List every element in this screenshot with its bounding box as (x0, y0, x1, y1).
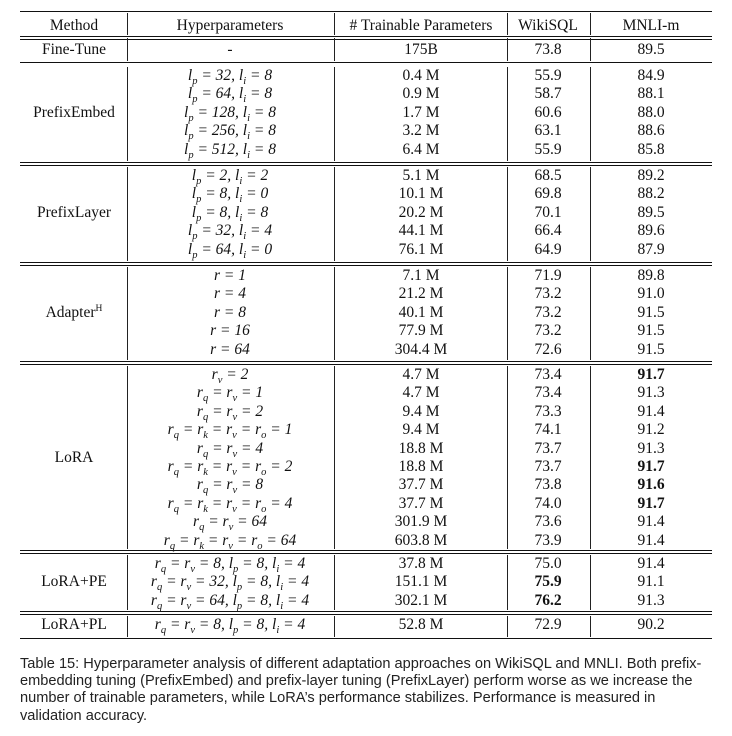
hyperparameter-cell: $r_q = r_v = 8$ (196, 476, 264, 497)
mnli-cell: 91.5 (637, 340, 665, 358)
hyperparameter-cell: r = 8 (214, 303, 246, 321)
hyperparameter-cell: $r_v = 2$ (211, 366, 249, 387)
mnli-cell: 91.7 (637, 494, 665, 512)
method-label (20, 304, 128, 322)
trainable-params-cell: 304.4 M (394, 340, 448, 358)
hyperparameter-cell: $r_q = r_v = 64$, $l_p = 8$, $l_i = 4$ (150, 591, 310, 612)
mnli-cell: 89.6 (637, 222, 665, 240)
trainable-params-cell: 10.1 M (398, 185, 444, 203)
trainable-params-cell: 302.1 M (394, 591, 448, 609)
table-rule (20, 361, 712, 365)
hyperparameter-cell: $l_p = 64$, $l_i = 8$ (187, 85, 273, 106)
hyperparameter-cell: $r_q = r_v = 8$, $l_p = 8$, $l_i = 4$ (154, 616, 306, 637)
column-divider (334, 167, 335, 261)
trainable-params-cell: 40.1 M (398, 303, 444, 321)
wikisql-cell: 73.2 (534, 303, 562, 321)
mnli-cell: 91.3 (637, 439, 665, 457)
mnli-cell: 91.1 (637, 573, 665, 591)
trainable-params-cell: 20.2 M (398, 203, 444, 221)
method-label (20, 573, 128, 591)
method-name: Adapter (45, 303, 96, 321)
table-rule (20, 36, 712, 40)
method-label (20, 104, 128, 122)
mnli-cell: 91.3 (637, 591, 665, 609)
trainable-params-cell: 21.2 M (398, 285, 444, 303)
column-divider (334, 616, 335, 637)
hyperparameter-cell: $r_q = r_k = r_v = r_o = 1$ (167, 421, 293, 442)
wikisql-cell: 73.2 (534, 322, 562, 340)
hyperparameter-cell: - (227, 41, 233, 58)
wikisql-cell: 70.1 (534, 203, 562, 221)
trainable-params-cell: 18.8 M (398, 458, 444, 475)
wikisql-cell: 69.8 (534, 185, 562, 203)
method-label (20, 616, 128, 634)
mnli-cell: 84.9 (637, 67, 665, 84)
mnli-cell: 89.5 (637, 41, 665, 58)
hyperparameter-cell: $l_p = 32$, $l_i = 4$ (187, 222, 273, 243)
trainable-params-cell: 0.4 M (402, 67, 440, 84)
wikisql-cell: 58.7 (534, 85, 562, 103)
hyperparameter-cell: $l_p = 256$, $l_i = 8$ (184, 122, 276, 143)
column-divider (334, 267, 335, 360)
trainable-params-cell: 7.1 M (402, 267, 440, 284)
hyperparameter-cell: r = 1 (214, 267, 246, 284)
wikisql-cell: 55.9 (534, 67, 562, 84)
method-label (20, 41, 128, 59)
wikisql-cell: 75.9 (534, 573, 562, 591)
mnli-cell: 91.5 (637, 322, 665, 340)
wikisql-cell: 73.9 (534, 531, 562, 549)
hyperparameter-cell: r = 16 (210, 322, 250, 340)
hyperparameter-cell: $r_q = r_v = 32$, $l_p = 8$, $l_i = 4$ (150, 573, 310, 594)
hyperparameter-cell: $l_p = 64$, $l_i = 0$ (187, 240, 273, 261)
trainable-params-cell: 175B (404, 41, 438, 58)
trainable-params-cell: 37.8 M (398, 555, 444, 572)
mnli-cell: 91.0 (637, 285, 665, 303)
mnli-cell: 91.4 (637, 402, 665, 420)
trainable-params-cell: 4.7 M (402, 384, 440, 402)
method-label (20, 204, 128, 222)
hyperparameter-cell: $r_q = r_v = 4$ (196, 439, 264, 460)
column-divider (590, 13, 591, 35)
hyperparameter-cell: r = 64 (210, 340, 250, 358)
header-hyperparameters: Hyperparameters (176, 17, 284, 34)
hyperparameter-cell: $r_q = r_v = 64$ (193, 513, 267, 534)
column-divider (334, 67, 335, 161)
trainable-params-cell: 151.1 M (394, 573, 448, 591)
mnli-cell: 88.0 (637, 103, 665, 121)
trainable-params-cell: 9.4 M (402, 421, 440, 439)
mnli-cell: 89.5 (637, 203, 665, 221)
hyperparameter-cell: $r_q = r_k = r_v = r_o = 2$ (167, 458, 293, 479)
trainable-params-cell: 603.8 M (394, 531, 448, 549)
hyperparameter-cell: $l_p = 8$, $l_i = 8$ (191, 203, 269, 224)
hyperparameter-cell: $l_p = 8$, $l_i = 0$ (191, 185, 269, 206)
table-caption: Table 15: Hyperparameter analysis of different adaptation approaches on WikiSQL and MNLI. Both prefix-embedding tuning (PrefixEmbed) and prefix-layer tuning (PrefixLayer) perform worse as we increase the number of trainable parameters, while LoRA’s performance stabilizes. Performance is measured in validation accuracy. (20, 656, 702, 724)
wikisql-cell: 63.1 (534, 122, 562, 140)
wikisql-cell: 72.6 (534, 340, 562, 358)
method-name: LoRA+PL (41, 616, 107, 633)
column-divider (334, 38, 335, 61)
wikisql-cell: 73.7 (534, 458, 562, 475)
mnli-cell: 91.4 (637, 531, 665, 549)
mnli-cell: 89.2 (637, 167, 665, 184)
mnli-cell: 91.6 (637, 476, 665, 494)
trainable-params-cell: 5.1 M (402, 167, 440, 184)
column-divider (334, 555, 335, 610)
mnli-cell: 87.9 (637, 240, 665, 258)
hyperparameter-cell: $l_p = 128$, $l_i = 8$ (184, 103, 276, 124)
trainable-params-cell: 37.7 M (398, 476, 444, 494)
table-rule (20, 611, 712, 615)
mnli-cell: 85.8 (637, 140, 665, 158)
wikisql-cell: 72.9 (534, 616, 562, 633)
trainable-params-cell: 37.7 M (398, 494, 444, 512)
wikisql-cell: 73.7 (534, 439, 562, 457)
mnli-cell: 91.7 (637, 458, 665, 475)
wikisql-cell: 73.6 (534, 513, 562, 531)
trainable-params-cell: 9.4 M (402, 402, 440, 420)
top-rule (20, 11, 712, 12)
wikisql-cell: 60.6 (534, 103, 562, 121)
wikisql-cell: 73.8 (534, 476, 562, 494)
wikisql-cell: 71.9 (534, 267, 562, 284)
mnli-cell: 91.7 (637, 366, 665, 383)
table-rule (20, 162, 712, 166)
trainable-params-cell: 4.7 M (402, 366, 440, 383)
mnli-cell: 91.3 (637, 384, 665, 402)
wikisql-cell: 73.3 (534, 402, 562, 420)
method-name: LoRA+PE (41, 573, 107, 591)
trainable-params-cell: 76.1 M (398, 240, 444, 258)
column-divider (334, 13, 335, 35)
header-trainable-params: # Trainable Parameters (349, 17, 493, 34)
column-divider (507, 13, 508, 35)
wikisql-cell: 55.9 (534, 140, 562, 158)
trainable-params-cell: 52.8 M (398, 616, 444, 633)
hyperparameter-cell: $l_p = 2$, $l_i = 2$ (191, 167, 269, 188)
trainable-params-cell: 6.4 M (402, 140, 440, 158)
wikisql-cell: 64.9 (534, 240, 562, 258)
method-superscript: H (95, 303, 103, 314)
method-name: PrefixEmbed (33, 103, 115, 121)
wikisql-cell: 75.0 (534, 555, 562, 572)
header-mnli: MNLI-m (622, 17, 680, 34)
method-name: PrefixLayer (36, 203, 112, 221)
trainable-params-cell: 44.1 M (398, 222, 444, 240)
mnli-cell: 91.4 (637, 555, 665, 572)
hyperparameter-cell: $r_q = r_v = 2$ (196, 402, 264, 423)
table-rule (20, 62, 712, 63)
mnli-cell: 91.5 (637, 303, 665, 321)
trainable-params-cell: 3.2 M (402, 122, 440, 140)
mnli-cell: 88.1 (637, 85, 665, 103)
hyperparameter-cell: $r_q = r_k = r_v = r_o = 64$ (163, 531, 297, 552)
table-rule (20, 638, 712, 639)
hyperparameter-cell: $l_p = 32$, $l_i = 8$ (187, 67, 273, 88)
wikisql-cell: 76.2 (534, 591, 562, 609)
trainable-params-cell: 77.9 M (398, 322, 444, 340)
wikisql-cell: 74.1 (534, 421, 562, 439)
column-divider (334, 366, 335, 549)
wikisql-cell: 74.0 (534, 494, 562, 512)
trainable-params-cell: 18.8 M (398, 439, 444, 457)
method-name: Fine-Tune (41, 41, 107, 58)
hyperparameter-cell: r = 4 (214, 285, 246, 303)
wikisql-cell: 73.4 (534, 366, 562, 383)
hyperparameter-cell: $r_q = r_k = r_v = r_o = 4$ (167, 494, 293, 515)
wikisql-cell: 73.4 (534, 384, 562, 402)
trainable-params-cell: 301.9 M (394, 513, 448, 531)
method-label (20, 449, 128, 467)
mnli-cell: 89.8 (637, 267, 665, 284)
wikisql-cell: 66.4 (534, 222, 562, 240)
mnli-cell: 91.4 (637, 513, 665, 531)
mnli-cell: 90.2 (637, 616, 665, 633)
hyperparameter-cell: $r_q = r_v = 1$ (196, 384, 264, 405)
header-method: Method (49, 17, 99, 34)
wikisql-cell: 73.8 (534, 41, 562, 58)
table-rule (20, 262, 712, 266)
header-wikisql: WikiSQL (518, 17, 578, 34)
trainable-params-cell: 0.9 M (402, 85, 440, 103)
column-divider (127, 13, 128, 35)
mnli-cell: 88.6 (637, 122, 665, 140)
method-name: LoRA (54, 448, 94, 466)
mnli-cell: 91.2 (637, 421, 665, 439)
hyperparameter-cell: $r_q = r_v = 8$, $l_p = 8$, $l_i = 4$ (154, 555, 306, 576)
mnli-cell: 88.2 (637, 185, 665, 203)
table-rule (20, 550, 712, 554)
wikisql-cell: 68.5 (534, 167, 562, 184)
wikisql-cell: 73.2 (534, 285, 562, 303)
trainable-params-cell: 1.7 M (402, 103, 440, 121)
hyperparameter-cell: $l_p = 512$, $l_i = 8$ (184, 140, 276, 161)
